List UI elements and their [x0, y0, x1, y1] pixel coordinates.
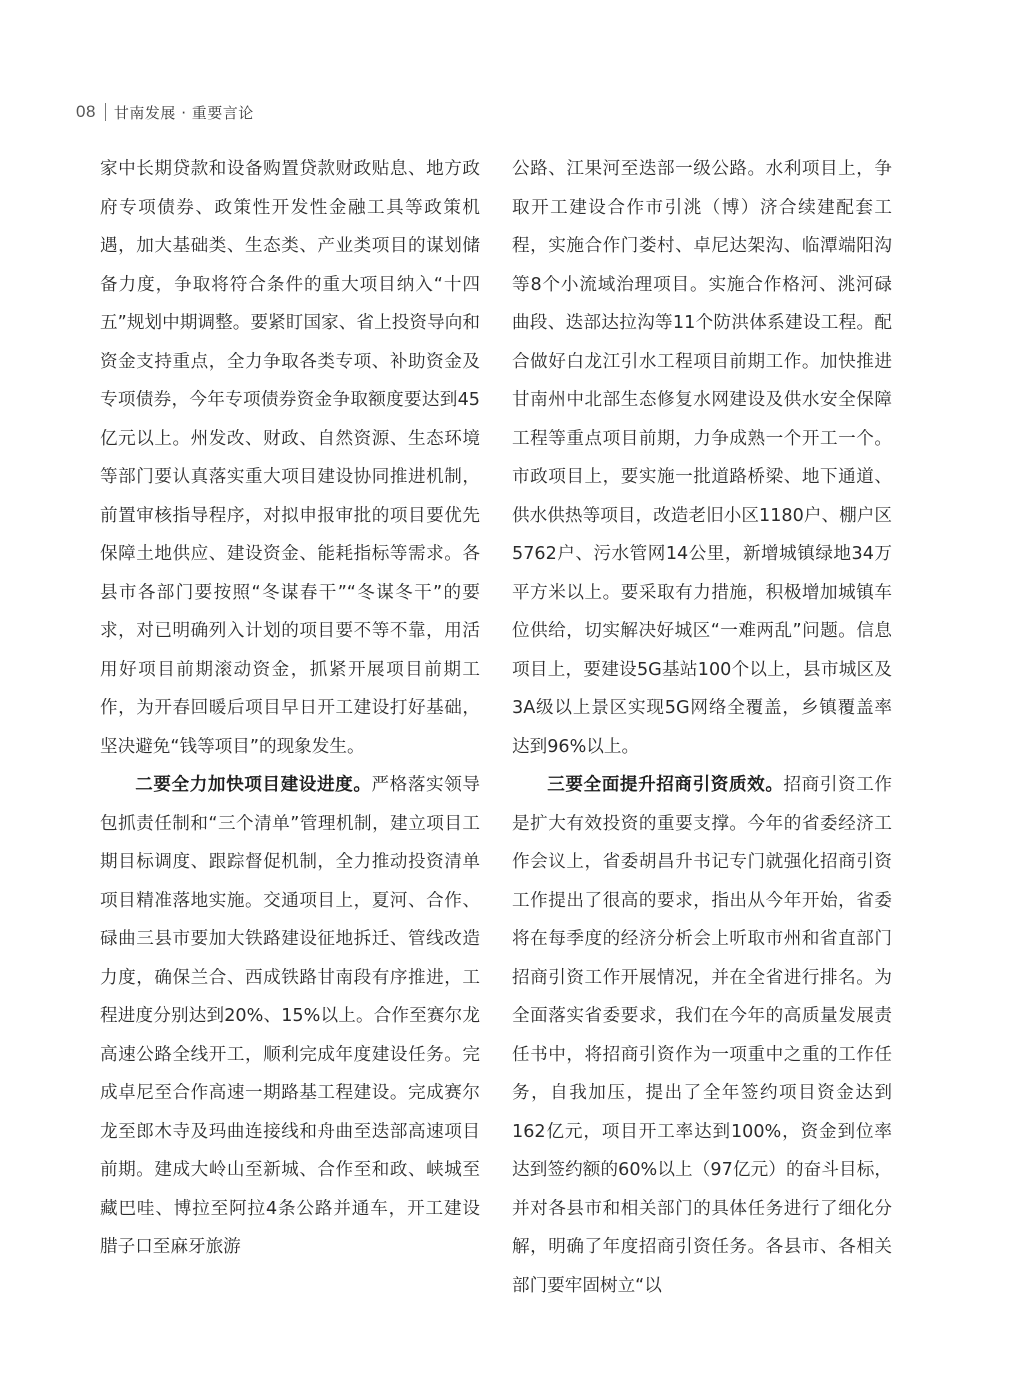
section-title: 甘南发展 · 重要言论 [113, 103, 254, 122]
paragraph-body: 招商引资工作是扩大有效投资的重要支撑。今年的省委经济工作会议上，省委胡昌升书记专门就强化招商引资工作提出了很高的要求，指出从今年开始，省委将在每季度的经济分析会上听取市州和省直部门招商引资工作开展情况，并在全省进行排名。为全面落实省委要求，我们在今年的高质量发展责任书中，将招商引资作为一项重中之重的工作任务，自我加压，提出了全年签约项目资金达到162亿元，项目开工率达到100%，资金到位率达到签约额的60%以上（97亿元）的奋斗目标，并对各县市和相关部门的具体任务进行了细化分解，明确了年度招商引资任务。各县市、各相关部门要牢固树立“以 [512, 775, 892, 1296]
paragraph [100, 766, 480, 1267]
right-column [512, 150, 892, 1305]
paragraph-lead: 二要全力加快项目建设进度。 [135, 775, 372, 795]
paragraph [512, 766, 892, 1305]
header-divider [105, 103, 106, 121]
paragraph-body: 严格落实领导包抓责任制和“三个清单”管理机制，建立项目工期目标调度、跟踪督促机制，全力推动投资清单项目精准落地实施。交通项目上，夏河、合作、碌曲三县市要加大铁路建设征地拆迁、管线改造力度，确保兰合、西成铁路甘南段有序推进，工程进度分别达到20%、15%以上。合作至赛尔龙高速公路全线开工，顺利完成年度建设任务。完成卓尼至合作高速一期路基工程建设。完成赛尔龙至郎木寺及玛曲连接线和舟曲至迭部高速项目前期。建成大岭山至新城、合作至和政、峡城至藏巴哇、博拉至阿拉4条公路并通车，开工建设腊子口至麻牙旅游 [100, 775, 480, 1257]
paragraph: 家中长期贷款和设备购置贷款财政贴息、地方政府专项债券、政策性开发性金融工具等政策机遇，加大基础类、生态类、产业类项目的谋划储备力度，争取将符合条件的重大项目纳入“十四五”规划中期调整。要紧盯国家、省上投资导向和资金支持重点，全力争取各类专项、补助资金及专项债券，今年专项债券资金争取额度要达到45亿元以上。州发改、财政、自然资源、生态环境等部门要认真落实重大项目建设协同推进机制，前置审核指导程序，对拟申报审批的项目要优先保障土地供应、建设资金、能耗指标等需求。各县市各部门要按照“冬谋春干”“冬谋冬干”的要求，对已明确列入计划的项目要不等不靠，用活用好项目前期滚动资金，抓紧开展项目前期工作，为开春回暖后项目早日开工建设打好基础，坚决避免“钱等项目”的现象发生。 [100, 159, 480, 757]
paragraph: 公路、江果河至迭部一级公路。水利项目上，争取开工建设合作市引洮（博）济合续建配套工程，实施合作门娄村、卓尼达架沟、临潭端阳沟等8个小流域治理项目。实施合作格河、洮河碌曲段、迭部达拉沟等11个防洪体系建设工程。配合做好白龙江引水工程项目前期工作。加快推进甘南州中北部生态修复水网建设及供水安全保障工程等重点项目前期，力争成熟一个开工一个。市政项目上，要实施一批道路桥梁、地下通道、供水供热等项目，改造老旧小区1180户、棚户区5762户、污水管网14公里，新增城镇绿地34万平方米以上。要采取有力措施，积极增加城镇车位供给，切实解决好城区“一难两乱”问题。信息项目上，要建设5G基站100个以上，县市城区及3A级以上景区实现5G网络全覆盖，乡镇覆盖率达到96%以上。 [512, 159, 892, 757]
paragraph-lead: 三要全面提升招商引资质效。 [547, 775, 784, 795]
page-header [76, 98, 254, 126]
page-number: 08 [76, 102, 96, 121]
left-column [100, 150, 480, 1267]
